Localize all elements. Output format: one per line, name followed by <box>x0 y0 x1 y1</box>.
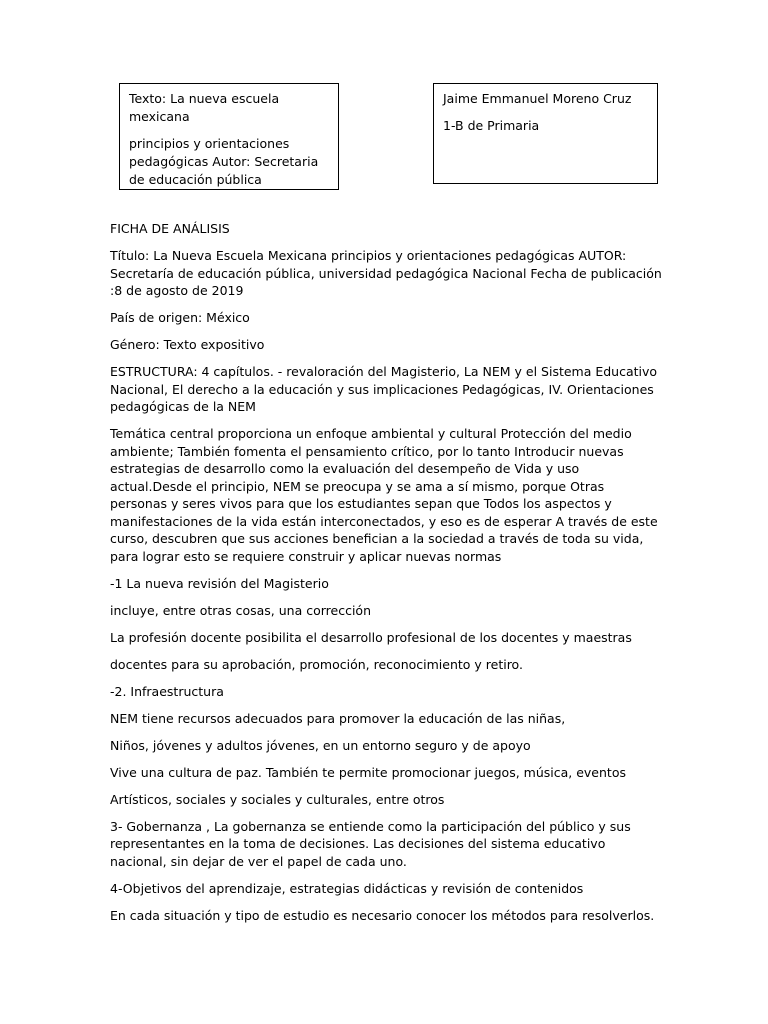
document-body <box>110 220 662 934</box>
paragraph-section-2-line-1: NEM tiene recursos adecuados para promover la educación de las niñas, <box>110 710 566 726</box>
paragraph-section-4-heading: 4-Objetivos del aprendizaje, estrategias didácticas y revisión de contenidos <box>110 880 584 896</box>
paragraph-section-2-line-2: Niños, jóvenes y adultos jóvenes, en un entorno seguro y de apoyo <box>110 737 531 753</box>
paragraph-section-1-heading: -1 La nueva revisión del Magisterio <box>110 575 329 591</box>
text-subtitle-author: principios y orientaciones pedagógicas Autor: Secretaria de educación pública <box>129 136 319 187</box>
student-name: Jaime Emmanuel Moreno Cruz <box>443 91 632 106</box>
paragraph-section-1-line-2: La profesión docente posibilita el desarrollo profesional de los docentes y maestras <box>110 629 632 645</box>
paragraph-country: País de origen: México <box>110 310 250 325</box>
paragraph-section-3: 3- Gobernanza , La gobernanza se entiende como la participación del público y sus representantes en la toma de decisiones. Las decisiones del sistema educativo nacional, sin dejar de ver el papel de cada uno. <box>110 818 631 869</box>
paragraph-section-1-line-3: docentes para su aprobación, promoción, reconocimiento y retiro. <box>110 656 523 672</box>
paragraph-central-theme: Temática central proporciona un enfoque ambiental y cultural Protección del medio ambiente; También fomenta el pensamiento crítico, por lo tanto Introducir nuevas estrategias de desarrollo como la evaluación del desempeño de Vida y uso actual.Desde el principio, NEM se preocupa y se ama a sí mismo, porque Otras personas y seres vivos para que los estudiantes sepan que Todos los aspectos y manifestaciones de la vida están interconectados, y eso es de esperar A través de este curso, descubren que sus acciones benefician a la sociedad a través de toda su vida, para lograr esto se requiere construir y aplicar nuevas normas <box>110 426 658 564</box>
paragraph-section-2-heading: -2. Infraestructura <box>110 683 224 699</box>
paragraph-section-2-line-3: Vive una cultura de paz. También te permite promocionar juegos, música, eventos <box>110 764 626 780</box>
student-grade: 1-B de Primaria <box>443 118 540 133</box>
paragraph-title-info: Título: La Nueva Escuela Mexicana principios y orientaciones pedagógicas AUTOR: Secretaría de educación pública, universidad pedagógica Nacional Fecha de publicación :8 de agosto de 2019 <box>110 248 662 298</box>
text-title-line: Texto: La nueva escuela mexicana <box>129 91 280 124</box>
paragraph-genre: Género: Texto expositivo <box>110 337 265 352</box>
paragraph-structure: ESTRUCTURA: 4 capítulos. - revaloración del Magisterio, La NEM y el Sistema Educativo Nacional, El derecho a la educación y sus implicaciones Pedagógicas, IV. Orientaciones pedagógicas de la NEM <box>110 364 658 414</box>
paragraph-section-2-line-4: Artísticos, sociales y sociales y culturales, entre otros <box>110 791 445 807</box>
student-info-box <box>433 83 658 184</box>
paragraph-section-4-line-1: En cada situación y tipo de estudio es necesario conocer los métodos para resolverlos. <box>110 907 655 923</box>
paragraph-section-1-line-1: incluye, entre otras cosas, una corrección <box>110 602 371 618</box>
section-heading: FICHA DE ANÁLISIS <box>110 221 230 236</box>
title-author-box <box>119 83 339 190</box>
